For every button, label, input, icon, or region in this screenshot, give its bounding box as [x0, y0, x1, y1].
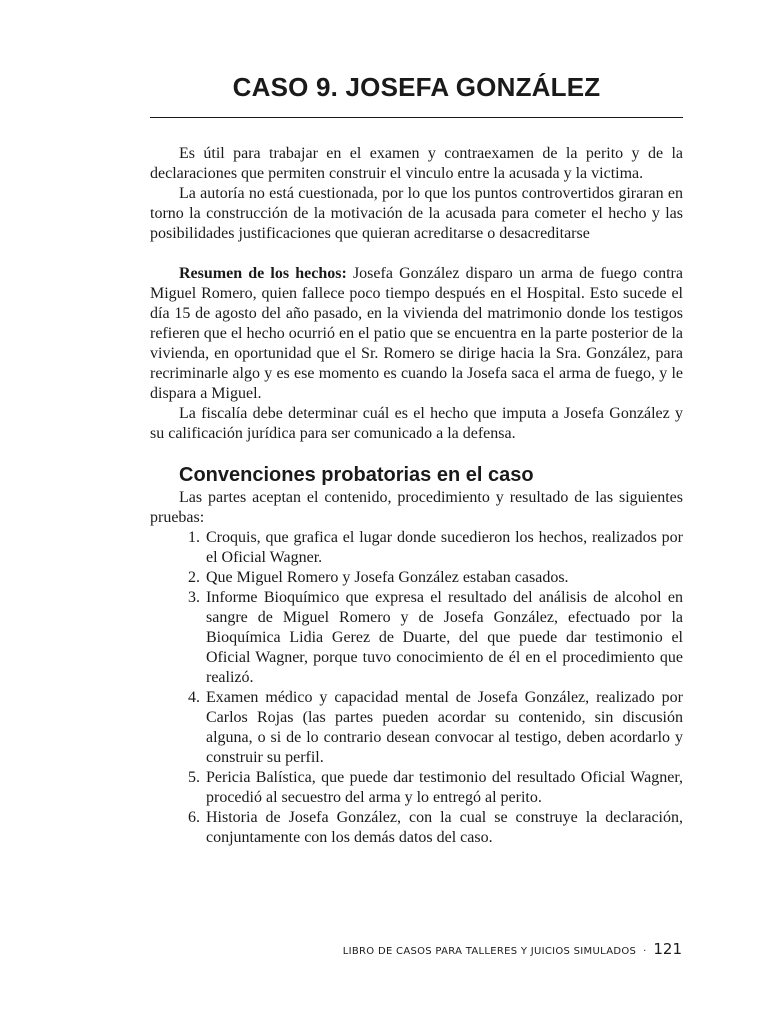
- list-item-number: 4.: [188, 689, 200, 706]
- fiscal-paragraph: La fiscalía debe determinar cuál es el hecho que imputa a Josefa González y su calificación jurídica para ser comunicado a la defensa.: [150, 405, 683, 442]
- list-item: [150, 688, 683, 768]
- list-item-text: Examen médico y capacidad mental de Josefa González, realizado por Carlos Rojas (las partes pueden acordar su contenido, sin discusión alguna, o si de lo contrario desean convocar al testigo, deben acordarlo y construir su perfil.: [206, 689, 683, 766]
- list-item-number: 1.: [188, 529, 200, 546]
- section-heading: Convenciones probatorias en el caso: [179, 464, 534, 486]
- list-item-text: Pericia Balística, que puede dar testimonio del resultado Oficial Wagner, procedió al secuestro del arma y lo entregó al perito.: [206, 769, 683, 806]
- list-item-text: Que Miguel Romero y Josefa González estaban casados.: [206, 569, 569, 586]
- page-title: CASO 9. JOSEFA GONZÁLEZ: [232, 72, 601, 102]
- list-item-text: Croquis, que grafica el lugar donde sucedieron los hechos, realizados por el Oficial Wagner.: [206, 529, 683, 566]
- list-item: [150, 588, 683, 688]
- list-item-text: Informe Bioquímico que expresa el resultado del análisis de alcohol en sangre de Miguel Romero y de Josefa González, efectuado por la Bioquímica Lidia Gerez de Duarte, del que puede dar testimonio el Oficial Wagner, porque tuvo conocimiento de él en el procedimiento que realizó.: [206, 589, 683, 686]
- list-item-number: 3.: [188, 589, 200, 606]
- footer-separator: ·: [643, 946, 647, 957]
- intro-paragraph-1: Es útil para trabajar en el examen y contraexamen de la perito y de la declaraciones que permiten construir el vinculo entre la acusada y la victima.: [150, 145, 683, 182]
- summary-label: Resumen de los hechos:: [179, 265, 347, 282]
- page-footer: [343, 940, 682, 958]
- list-item: [150, 768, 683, 808]
- list-item: [150, 528, 683, 568]
- list-item-number: 5.: [188, 769, 200, 786]
- list-item: [150, 808, 683, 848]
- evidence-list: [150, 528, 683, 848]
- summary-paragraph: [150, 264, 683, 404]
- summary-text: Josefa González disparo un arma de fuego contra Miguel Romero, quien fallece poco tiempo después en el Hospital. Esto sucede el día 15 de agosto del año pasado, en la vivienda del matrimonio donde los testigos refieren que el hecho ocurrió en el patio que se encuentra en la parte posterior de la vivienda, en oportunidad que el Sr. Romero se dirige hacia la Sra. González, para recriminarle algo y es ese momento es cuando la Josefa saca el arma de fuego, y le dispara a Miguel.: [150, 265, 683, 402]
- intro-paragraph-2: La autoría no está cuestionada, por lo que los puntos controvertidos giraran en torno la construcción de la motivación de la acusada para cometer el hecho y las posibilidades justificaciones que quieran acreditarse o desacreditarse: [150, 185, 683, 242]
- paragraph-spacer: [150, 244, 683, 264]
- footer-book-title: LIBRO DE CASOS PARA TALLERES Y JUICIOS SIMULADOS: [342, 946, 637, 957]
- list-item-number: 2.: [188, 569, 200, 586]
- list-item: [150, 568, 683, 588]
- document-body: [150, 144, 683, 848]
- section-intro: Las partes aceptan el contenido, procedimiento y resultado de las siguientes pruebas:: [150, 489, 683, 526]
- list-item-text: Historia de Josefa González, con la cual se construye la declaración, conjuntamente con los demás datos del caso.: [206, 809, 683, 846]
- title-divider: [150, 117, 683, 118]
- page-number: 121: [653, 940, 682, 958]
- list-item-number: 6.: [188, 809, 200, 826]
